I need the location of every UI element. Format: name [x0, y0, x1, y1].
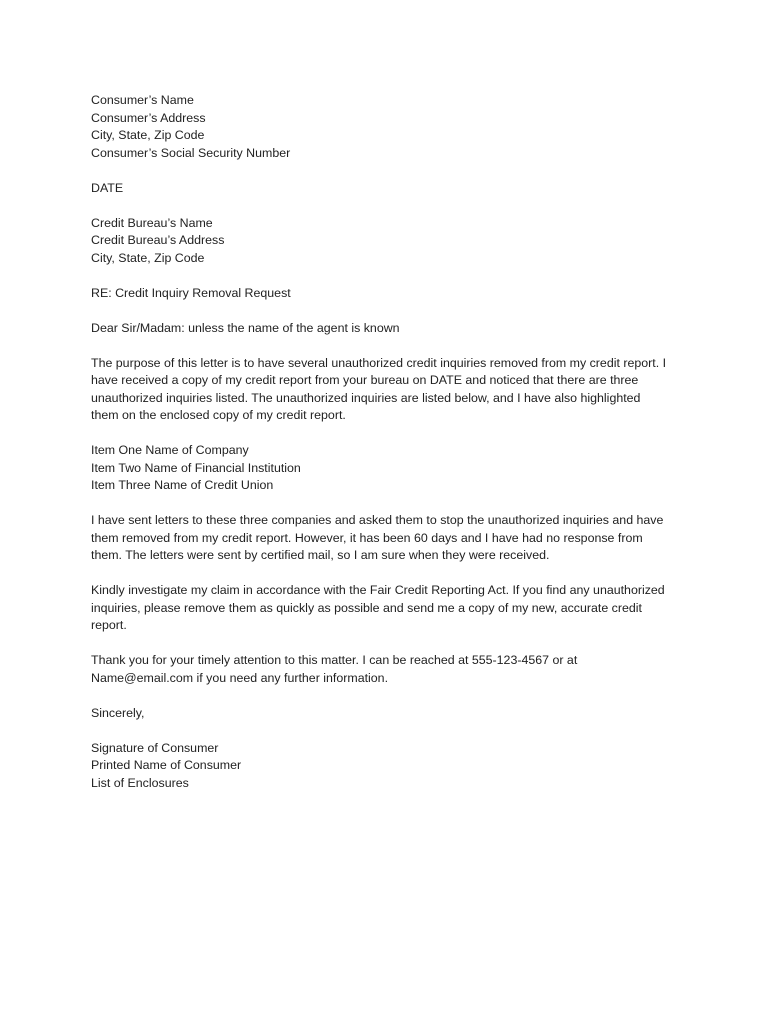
paragraph-line: them. The letters were sent by certified mail, so I am sure when they were received.: [91, 548, 550, 562]
recipient-city-state-zip: City, State, Zip Code: [91, 250, 205, 265]
salutation-block: [91, 320, 691, 338]
sender-city-state-zip: City, State, Zip Code: [91, 128, 205, 142]
paragraph-line: them on the enclosed copy of my credit report.: [91, 408, 346, 422]
list-item: Item One Name of Company: [91, 443, 249, 457]
recipient-block: [91, 215, 691, 268]
signature-block: [91, 740, 691, 793]
sender-address: Consumer’s Address: [91, 110, 206, 125]
paragraph-purpose: [91, 355, 691, 425]
paragraph-line: have received a copy of my credit report from your bureau on DATE and noticed that there are three: [91, 373, 639, 387]
sender-ssn: Consumer’s Social Security Number: [91, 145, 291, 160]
enclosures-line: List of Enclosures: [91, 775, 189, 790]
paragraph-line: The purpose of this letter is to have several unauthorized credit inquiries removed from my credit report. I: [91, 355, 667, 370]
closing-block: [91, 705, 691, 723]
date-block: [91, 180, 691, 198]
paragraph-line: inquiries, please remove them as quickly as possible and send me a copy of my new, accurate credit: [91, 600, 642, 615]
subject-line: RE: Credit Inquiry Removal Request: [91, 285, 291, 300]
letter-body: [91, 92, 691, 810]
sender-name: Consumer’s Name: [91, 93, 194, 107]
paragraph-line: Kindly investigate my claim in accordance with the Fair Credit Reporting Act. If you find any unauthorized: [91, 583, 665, 597]
signature-line: Signature of Consumer: [91, 740, 219, 755]
paragraph-letters-sent: [91, 512, 691, 565]
paragraph-thank-you: [91, 652, 691, 687]
recipient-address: Credit Bureau’s Address: [91, 233, 225, 247]
sender-block: [91, 92, 691, 162]
inquiry-items-list: [91, 442, 691, 495]
subject-block: [91, 285, 691, 303]
paragraph-line: them removed from my credit report. However, it has been 60 days and I have had no response from: [91, 530, 643, 545]
paragraph-line: report.: [91, 618, 127, 632]
recipient-name: Credit Bureau’s Name: [91, 215, 213, 230]
paragraph-line: Thank you for your timely attention to this matter. I can be reached at 555-123-4567 or at: [91, 653, 578, 667]
paragraph-line: Name@email.com if you need any further information.: [91, 670, 389, 685]
paragraph-line: unauthorized inquiries listed. The unauthorized inquiries are listed below, and I have also highlighted: [91, 390, 641, 405]
list-item: Item Two Name of Financial Institution: [91, 460, 301, 475]
paragraph-line: I have sent letters to these three companies and asked them to stop the unauthorized inquiries and have: [91, 513, 664, 527]
paragraph-investigate: [91, 582, 691, 635]
salutation: Dear Sir/Madam: unless the name of the agent is known: [91, 320, 400, 335]
list-item: Item Three Name of Credit Union: [91, 478, 274, 492]
printed-name: Printed Name of Consumer: [91, 758, 242, 772]
closing: Sincerely,: [91, 705, 145, 720]
letter-date: DATE: [91, 180, 124, 195]
